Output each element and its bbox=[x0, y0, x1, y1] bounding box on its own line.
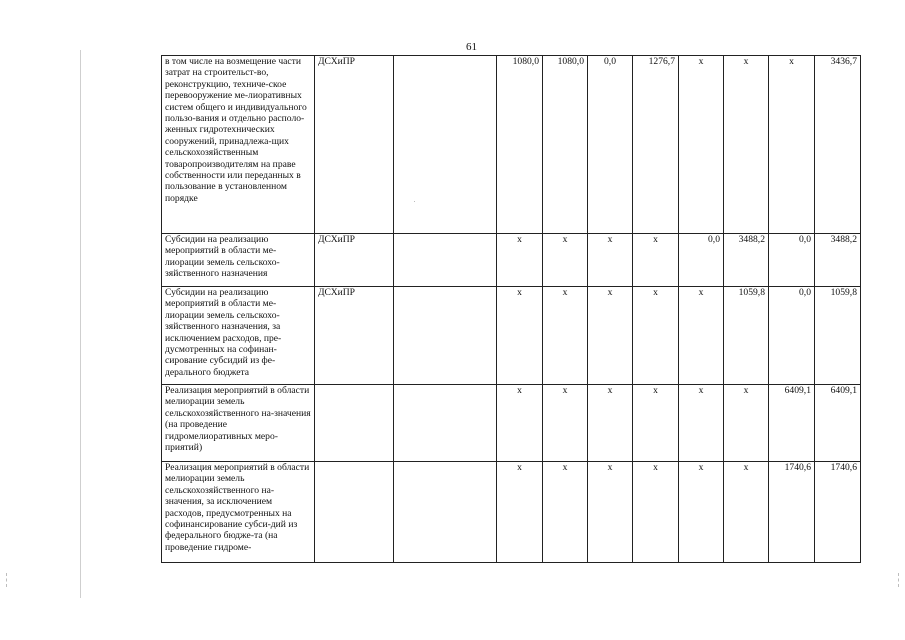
row-code bbox=[394, 287, 497, 385]
scan-mark-left bbox=[6, 573, 11, 587]
value-cell: 0,0 bbox=[769, 234, 815, 287]
value-cell: х bbox=[543, 234, 588, 287]
table-row bbox=[162, 234, 861, 287]
table-row bbox=[162, 462, 861, 563]
row-code bbox=[394, 56, 497, 234]
value-cell: 3436,7 bbox=[815, 56, 861, 234]
value-cell: х bbox=[679, 462, 724, 563]
value-cell: 1740,6 bbox=[769, 462, 815, 563]
value-cell: 1080,0 bbox=[543, 56, 588, 234]
value-cell: х bbox=[588, 234, 633, 287]
row-code bbox=[394, 385, 497, 462]
value-cell: х bbox=[588, 385, 633, 462]
value-cell: х bbox=[679, 287, 724, 385]
value-cell: х bbox=[769, 56, 815, 234]
margin-rule bbox=[80, 50, 81, 598]
value-cell: х bbox=[497, 385, 543, 462]
value-cell: х bbox=[497, 462, 543, 563]
row-description: Субсидии на реализацию мероприятий в области ме-лиорации земель сельскохо-зяйственного назначения, за исключением расходов, пре-дусмотренных на софинан-сирование субсидий из фе-дерального бюджета bbox=[162, 287, 315, 385]
table-row bbox=[162, 287, 861, 385]
value-cell: 1080,0 bbox=[497, 56, 543, 234]
value-cell: х bbox=[724, 385, 769, 462]
row-code bbox=[394, 462, 497, 563]
value-cell: х bbox=[633, 385, 679, 462]
row-department: ДСХиПР bbox=[315, 56, 394, 234]
value-cell: 3488,2 bbox=[815, 234, 861, 287]
value-cell: 0,0 bbox=[679, 234, 724, 287]
row-department: ДСХиПР bbox=[315, 287, 394, 385]
row-description: Реализация мероприятий в области мелиорации земель сельскохозяйственного на-значения, за исключением расходов, предусмотренных на софинансирование субси-дий из федерального бюдже-та (на проведение гидроме- bbox=[162, 462, 315, 563]
scan-mark-right bbox=[898, 573, 903, 587]
value-cell: 3488,2 bbox=[724, 234, 769, 287]
value-cell: 1740,6 bbox=[815, 462, 861, 563]
value-cell: х bbox=[543, 385, 588, 462]
value-cell: 0,0 bbox=[769, 287, 815, 385]
row-department: ДСХиПР bbox=[315, 234, 394, 287]
row-department bbox=[315, 385, 394, 462]
value-cell: х bbox=[633, 462, 679, 563]
value-cell: 1059,8 bbox=[815, 287, 861, 385]
value-cell: х bbox=[588, 462, 633, 563]
value-cell: 6409,1 bbox=[769, 385, 815, 462]
table-row bbox=[162, 385, 861, 462]
value-cell: 1276,7 bbox=[633, 56, 679, 234]
row-description: в том числе на возмещение части затрат на строительст-во, реконструкцию, техниче-ское перевооружение ме-лиоративных систем общего и индивидуального пользо-вания и отдельно располо-женных гидротехнических сооружений, принадлежа-щих сельскохозяйственным товаропроизводителям на праве собственности или переданных в пользование в установленном порядке bbox=[162, 56, 315, 234]
row-description: Субсидии на реализацию мероприятий в области ме-лиорации земель сельскохо-зяйственного назначения bbox=[162, 234, 315, 287]
value-cell: 6409,1 bbox=[815, 385, 861, 462]
table-row bbox=[162, 56, 861, 234]
value-cell: х bbox=[679, 56, 724, 234]
row-department bbox=[315, 462, 394, 563]
row-code bbox=[394, 234, 497, 287]
budget-table bbox=[161, 55, 861, 563]
value-cell: х bbox=[497, 234, 543, 287]
value-cell: х bbox=[543, 287, 588, 385]
value-cell: х bbox=[724, 56, 769, 234]
value-cell: х bbox=[679, 385, 724, 462]
page-number: 61 bbox=[466, 41, 477, 53]
value-cell: 0,0 bbox=[588, 56, 633, 234]
row-description: Реализация мероприятий в области мелиорации земель сельскохозяйственного на-значения (на проведение гидромелиоративных меро-приятий) bbox=[162, 385, 315, 462]
value-cell: 1059,8 bbox=[724, 287, 769, 385]
value-cell: х bbox=[588, 287, 633, 385]
value-cell: х bbox=[497, 287, 543, 385]
value-cell: х bbox=[633, 287, 679, 385]
value-cell: х bbox=[543, 462, 588, 563]
value-cell: х bbox=[633, 234, 679, 287]
value-cell: х bbox=[724, 462, 769, 563]
